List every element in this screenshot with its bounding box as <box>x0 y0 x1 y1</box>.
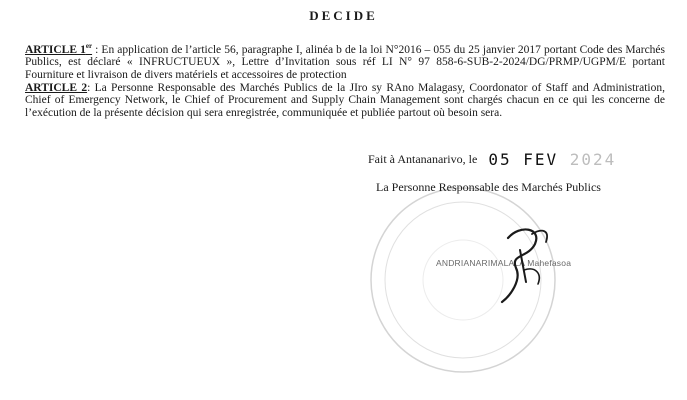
signoff-line <box>368 150 616 169</box>
article-2 <box>25 82 665 120</box>
article-2-text: : La Personne Responsable des Marchés Publics de la JIro sy RAno Malagasy, Coordonator of Staff and Administration, Chief of Emergency Network, le Chief of Procurement and Supply Chain Management sont chargés chacun en ce qui les concerne de l’exécution de la présente décision qui sera enregistrée, communiquée et publiée partout où besoin sera. <box>25 81 665 119</box>
article-1-label: ARTICLE 1er <box>25 42 93 56</box>
article-1 <box>25 40 665 82</box>
decision-heading: DECIDE <box>309 8 378 23</box>
date-stamp: 05 FEV 2024 <box>488 150 617 169</box>
authority-title: La Personne Responsable des Marchés Publics <box>376 180 601 194</box>
place-date-text: Fait à Antananarivo, le <box>368 152 478 166</box>
article-1-text: : En application de l’article 56, paragraphe I, alinéa b de la loi N°2016 – 055 du 25 janvier 2017 portant Code des Marchés Publics, est déclaré « INFRUCTUEUX », Lettre d’Invitation sous réf LI N° 97 858-6-SUB-2-2024/DG/PRMP/UGPM/E portant Fourniture et livraison de divers matériels et accessoires de protection <box>25 43 665 82</box>
handwritten-signature <box>480 210 580 310</box>
signatory-name-stamp: ANDRIANARIMALALA Mahefasoa <box>436 258 572 268</box>
articles-block <box>25 40 665 119</box>
article-2-label: ARTICLE 2 <box>25 81 88 94</box>
